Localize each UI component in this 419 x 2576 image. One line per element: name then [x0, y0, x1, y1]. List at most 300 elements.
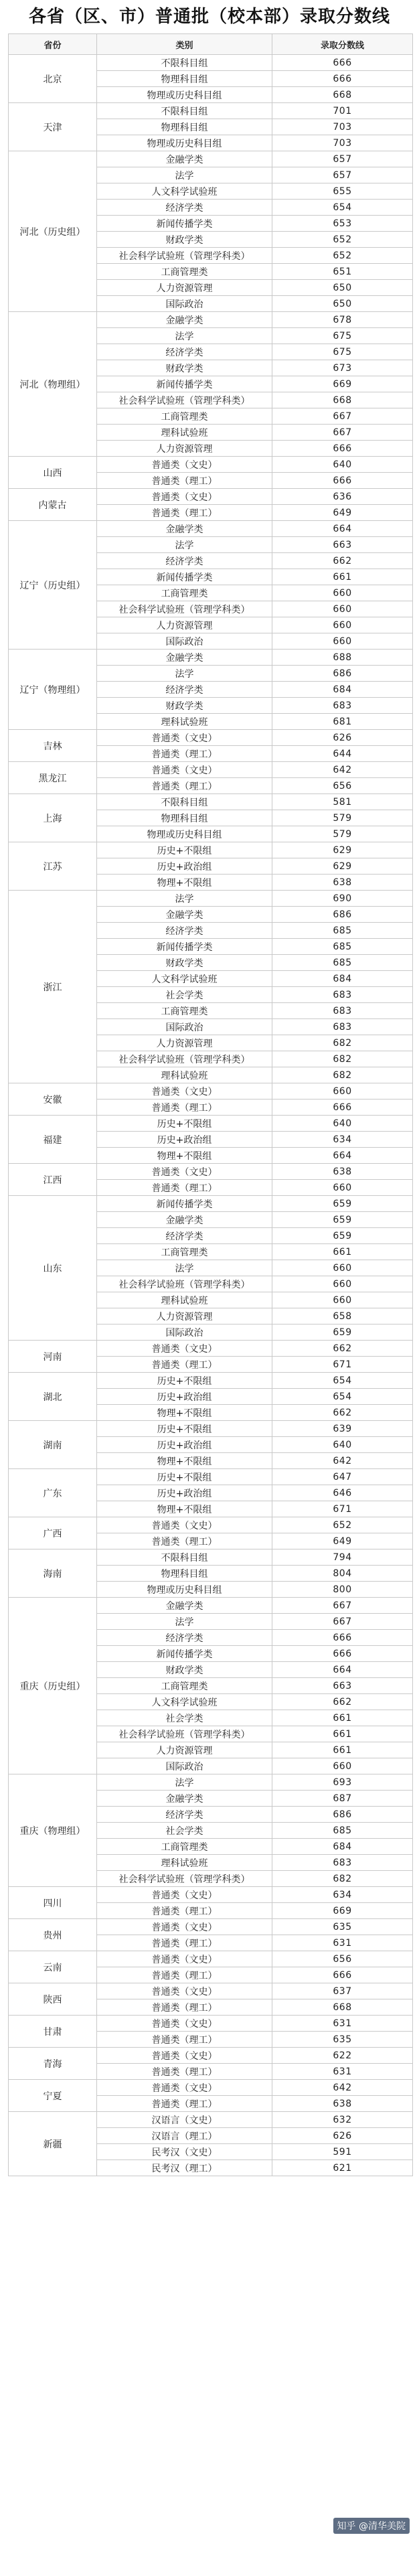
province-cell: 安徽	[9, 1083, 97, 1116]
category-cell: 普通类（理工）	[97, 746, 272, 762]
province-cell: 江西	[9, 1164, 97, 1196]
table-row	[9, 1116, 413, 1132]
score-cell: 703	[272, 119, 413, 135]
score-cell: 668	[272, 392, 413, 408]
score-cell: 671	[272, 1357, 413, 1373]
header-score: 录取分数线	[272, 34, 413, 55]
category-cell: 社会科学试验班（管理学科类）	[97, 1871, 272, 1887]
category-cell: 普通类（理工）	[97, 2096, 272, 2112]
score-cell: 668	[272, 87, 413, 103]
table-row	[9, 2048, 413, 2064]
category-cell: 社会学类	[97, 1710, 272, 1726]
province-cell: 重庆（历史组）	[9, 1598, 97, 1774]
category-cell: 经济学类	[97, 682, 272, 698]
table-row	[9, 1887, 413, 1903]
category-cell: 普通类（理工）	[97, 505, 272, 521]
score-cell: 688	[272, 650, 413, 666]
category-cell: 财政学类	[97, 955, 272, 971]
table-row	[9, 1469, 413, 1485]
score-cell: 663	[272, 1678, 413, 1694]
score-cell: 642	[272, 1453, 413, 1469]
province-cell: 河北（物理组）	[9, 312, 97, 457]
category-cell: 物理科目组	[97, 810, 272, 826]
score-cell: 666	[272, 1967, 413, 1983]
score-cell: 682	[272, 1067, 413, 1083]
table-body	[9, 55, 413, 2176]
category-cell: 普通类（理工）	[97, 1100, 272, 1116]
category-cell: 社会科学试验班（管理学科类）	[97, 1726, 272, 1742]
score-table	[8, 33, 413, 2176]
category-cell: 金融学类	[97, 650, 272, 666]
category-cell: 国际政治	[97, 633, 272, 650]
category-cell: 历史+政治组	[97, 1389, 272, 1405]
score-cell: 660	[272, 633, 413, 650]
category-cell: 工商管理类	[97, 585, 272, 601]
category-cell: 普通类（理工）	[97, 1967, 272, 1983]
score-cell: 659	[272, 1228, 413, 1244]
province-cell: 河北（历史组）	[9, 151, 97, 312]
province-cell: 江苏	[9, 842, 97, 891]
score-cell: 640	[272, 457, 413, 473]
score-cell: 684	[272, 682, 413, 698]
category-cell: 民考汉（理工）	[97, 2160, 272, 2176]
category-cell: 法学	[97, 328, 272, 344]
score-cell: 686	[272, 666, 413, 682]
score-cell: 681	[272, 714, 413, 730]
score-cell: 640	[272, 1437, 413, 1453]
score-cell: 649	[272, 505, 413, 521]
province-cell: 河南	[9, 1341, 97, 1373]
category-cell: 工商管理类	[97, 264, 272, 280]
category-cell: 社会科学试验班（管理学科类）	[97, 1276, 272, 1292]
category-cell: 理科试验班	[97, 1067, 272, 1083]
score-cell: 621	[272, 2160, 413, 2176]
table-row	[9, 1549, 413, 1566]
category-cell: 普通类（文史）	[97, 2048, 272, 2064]
score-cell: 635	[272, 2032, 413, 2048]
table-header-row	[9, 34, 413, 55]
category-cell: 普通类（文史）	[97, 457, 272, 473]
category-cell: 新闻传播学类	[97, 569, 272, 585]
table-row	[9, 1983, 413, 1999]
score-cell: 650	[272, 280, 413, 296]
category-cell: 物理科目组	[97, 119, 272, 135]
score-cell: 675	[272, 344, 413, 360]
score-cell: 666	[272, 441, 413, 457]
table-row	[9, 1341, 413, 1357]
province-cell: 内蒙古	[9, 489, 97, 521]
province-cell: 重庆（物理组）	[9, 1774, 97, 1887]
category-cell: 金融学类	[97, 1791, 272, 1807]
table-row	[9, 2080, 413, 2096]
category-cell: 财政学类	[97, 698, 272, 714]
category-cell: 社会科学试验班（管理学科类）	[97, 392, 272, 408]
score-cell: 666	[272, 1100, 413, 1116]
province-cell: 湖南	[9, 1421, 97, 1469]
category-cell: 人力资源管理	[97, 1035, 272, 1051]
category-cell: 历史+不限组	[97, 1469, 272, 1485]
category-cell: 经济学类	[97, 923, 272, 939]
category-cell: 物理或历史科目组	[97, 135, 272, 151]
table-row	[9, 1373, 413, 1389]
category-cell: 普通类（理工）	[97, 473, 272, 489]
table-row	[9, 457, 413, 473]
score-cell: 651	[272, 264, 413, 280]
table-row	[9, 1951, 413, 1967]
category-cell: 法学	[97, 666, 272, 682]
category-cell: 普通类（理工）	[97, 2032, 272, 2048]
score-cell: 683	[272, 1019, 413, 1035]
category-cell: 法学	[97, 167, 272, 183]
province-cell: 贵州	[9, 1919, 97, 1951]
score-cell: 654	[272, 200, 413, 216]
table-row	[9, 1164, 413, 1180]
score-cell: 684	[272, 971, 413, 987]
score-cell: 660	[272, 601, 413, 617]
score-cell: 682	[272, 1051, 413, 1067]
category-cell: 财政学类	[97, 232, 272, 248]
score-cell: 579	[272, 810, 413, 826]
score-cell: 635	[272, 1919, 413, 1935]
score-cell: 626	[272, 730, 413, 746]
score-cell: 690	[272, 891, 413, 907]
page-title: 各省（区、市）普通批（校本部）录取分数线	[28, 7, 390, 27]
category-cell: 法学	[97, 1614, 272, 1630]
category-cell: 人文科学试验班	[97, 971, 272, 987]
score-cell: 661	[272, 1742, 413, 1758]
header-category: 类别	[97, 34, 272, 55]
category-cell: 人力资源管理	[97, 1742, 272, 1758]
score-cell: 800	[272, 1582, 413, 1598]
category-cell: 金融学类	[97, 1598, 272, 1614]
score-cell: 629	[272, 842, 413, 858]
score-cell: 631	[272, 2064, 413, 2080]
category-cell: 物理或历史科目组	[97, 1582, 272, 1598]
score-cell: 664	[272, 1148, 413, 1164]
score-cell: 664	[272, 1662, 413, 1678]
score-cell: 685	[272, 923, 413, 939]
table-row	[9, 891, 413, 907]
category-cell: 物理科目组	[97, 1566, 272, 1582]
category-cell: 经济学类	[97, 344, 272, 360]
score-cell: 654	[272, 1373, 413, 1389]
category-cell: 普通类（理工）	[97, 778, 272, 794]
table-row	[9, 521, 413, 537]
category-cell: 社会科学试验班（管理学科类）	[97, 248, 272, 264]
category-cell: 国际政治	[97, 1019, 272, 1035]
category-cell: 金融学类	[97, 312, 272, 328]
category-cell: 汉语言（文史）	[97, 2112, 272, 2128]
category-cell: 普通类（理工）	[97, 1180, 272, 1196]
watermark: 知乎 @清华美院	[333, 2518, 410, 2534]
province-cell: 天津	[9, 103, 97, 151]
table-row	[9, 489, 413, 505]
province-cell: 湖北	[9, 1373, 97, 1421]
table-row	[9, 103, 413, 119]
category-cell: 人力资源管理	[97, 441, 272, 457]
category-cell: 普通类（文史）	[97, 1083, 272, 1100]
table-row	[9, 1774, 413, 1791]
province-cell: 云南	[9, 1951, 97, 1983]
category-cell: 普通类（文史）	[97, 1517, 272, 1533]
table-row	[9, 312, 413, 328]
score-cell: 657	[272, 167, 413, 183]
score-cell: 661	[272, 1244, 413, 1260]
category-cell: 金融学类	[97, 907, 272, 923]
score-cell: 678	[272, 312, 413, 328]
score-cell: 666	[272, 1646, 413, 1662]
table-row	[9, 730, 413, 746]
category-cell: 国际政治	[97, 296, 272, 312]
score-cell: 646	[272, 1485, 413, 1501]
table-row	[9, 762, 413, 778]
score-cell: 685	[272, 955, 413, 971]
score-cell: 658	[272, 1308, 413, 1324]
category-cell: 理科试验班	[97, 714, 272, 730]
score-cell: 668	[272, 1999, 413, 2016]
score-cell: 661	[272, 569, 413, 585]
category-cell: 历史+不限组	[97, 1373, 272, 1389]
score-cell: 652	[272, 1517, 413, 1533]
score-cell: 662	[272, 553, 413, 569]
score-cell: 654	[272, 1389, 413, 1405]
table-row	[9, 794, 413, 810]
score-cell: 629	[272, 858, 413, 875]
province-cell: 广东	[9, 1469, 97, 1517]
category-cell: 普通类（理工）	[97, 1935, 272, 1951]
category-cell: 经济学类	[97, 1807, 272, 1823]
score-cell: 662	[272, 1341, 413, 1357]
score-cell: 659	[272, 1324, 413, 1341]
category-cell: 普通类（理工）	[97, 1533, 272, 1549]
category-cell: 人力资源管理	[97, 617, 272, 633]
score-cell: 686	[272, 907, 413, 923]
score-cell: 640	[272, 1116, 413, 1132]
category-cell: 普通类（文史）	[97, 730, 272, 746]
score-cell: 675	[272, 328, 413, 344]
category-cell: 新闻传播学类	[97, 939, 272, 955]
table-row	[9, 1421, 413, 1437]
score-cell: 591	[272, 2144, 413, 2160]
category-cell: 物理+不限组	[97, 1405, 272, 1421]
category-cell: 物理科目组	[97, 71, 272, 87]
category-cell: 历史+不限组	[97, 1116, 272, 1132]
category-cell: 普通类（文史）	[97, 1919, 272, 1935]
category-cell: 经济学类	[97, 1630, 272, 1646]
score-cell: 663	[272, 537, 413, 553]
score-cell: 636	[272, 489, 413, 505]
category-cell: 历史+政治组	[97, 1437, 272, 1453]
score-cell: 666	[272, 473, 413, 489]
category-cell: 物理+不限组	[97, 1148, 272, 1164]
province-cell: 海南	[9, 1549, 97, 1598]
score-cell: 660	[272, 1180, 413, 1196]
category-cell: 金融学类	[97, 151, 272, 167]
table-row	[9, 1083, 413, 1100]
category-cell: 历史+不限组	[97, 842, 272, 858]
category-cell: 工商管理类	[97, 408, 272, 425]
province-cell: 吉林	[9, 730, 97, 762]
score-cell: 660	[272, 1758, 413, 1774]
score-cell: 650	[272, 296, 413, 312]
category-cell: 普通类（理工）	[97, 2064, 272, 2080]
score-cell: 666	[272, 1630, 413, 1646]
province-cell: 新疆	[9, 2112, 97, 2176]
category-cell: 普通类（理工）	[97, 1999, 272, 2016]
category-cell: 理科试验班	[97, 1292, 272, 1308]
category-cell: 物理或历史科目组	[97, 826, 272, 842]
category-cell: 财政学类	[97, 360, 272, 376]
category-cell: 普通类（文史）	[97, 762, 272, 778]
score-cell: 655	[272, 183, 413, 200]
table-row	[9, 2112, 413, 2128]
score-cell: 642	[272, 2080, 413, 2096]
score-cell: 687	[272, 1791, 413, 1807]
score-cell: 669	[272, 376, 413, 392]
category-cell: 经济学类	[97, 200, 272, 216]
province-cell: 陕西	[9, 1983, 97, 2016]
score-cell: 634	[272, 1132, 413, 1148]
category-cell: 法学	[97, 1774, 272, 1791]
category-cell: 新闻传播学类	[97, 1196, 272, 1212]
score-cell: 664	[272, 521, 413, 537]
category-cell: 社会科学试验班（管理学科类）	[97, 1051, 272, 1067]
province-cell: 山东	[9, 1196, 97, 1341]
category-cell: 社会科学试验班（管理学科类）	[97, 601, 272, 617]
score-cell: 683	[272, 987, 413, 1003]
score-cell: 660	[272, 1083, 413, 1100]
score-cell: 622	[272, 2048, 413, 2064]
table-row	[9, 55, 413, 71]
category-cell: 工商管理类	[97, 1839, 272, 1855]
score-cell: 659	[272, 1196, 413, 1212]
category-cell: 历史+政治组	[97, 858, 272, 875]
score-cell: 667	[272, 408, 413, 425]
score-cell: 660	[272, 617, 413, 633]
score-cell: 632	[272, 2112, 413, 2128]
province-cell: 青海	[9, 2048, 97, 2080]
score-cell: 653	[272, 216, 413, 232]
category-cell: 物理+不限组	[97, 1501, 272, 1517]
category-cell: 新闻传播学类	[97, 1646, 272, 1662]
category-cell: 不限科目组	[97, 55, 272, 71]
category-cell: 人文科学试验班	[97, 183, 272, 200]
category-cell: 人力资源管理	[97, 280, 272, 296]
score-cell: 579	[272, 826, 413, 842]
score-cell: 631	[272, 1935, 413, 1951]
category-cell: 人力资源管理	[97, 1308, 272, 1324]
score-cell: 662	[272, 1405, 413, 1421]
province-cell: 四川	[9, 1887, 97, 1919]
province-cell: 上海	[9, 794, 97, 842]
table-row	[9, 1517, 413, 1533]
score-cell: 701	[272, 103, 413, 119]
score-cell: 685	[272, 939, 413, 955]
score-cell: 637	[272, 1983, 413, 1999]
score-cell: 703	[272, 135, 413, 151]
score-cell: 671	[272, 1501, 413, 1517]
category-cell: 理科试验班	[97, 425, 272, 441]
province-cell: 山西	[9, 457, 97, 489]
score-cell: 693	[272, 1774, 413, 1791]
category-cell: 新闻传播学类	[97, 376, 272, 392]
category-cell: 经济学类	[97, 1228, 272, 1244]
score-cell: 684	[272, 1839, 413, 1855]
category-cell: 金融学类	[97, 1212, 272, 1228]
category-cell: 新闻传播学类	[97, 216, 272, 232]
score-cell: 804	[272, 1566, 413, 1582]
category-cell: 不限科目组	[97, 103, 272, 119]
province-cell: 宁夏	[9, 2080, 97, 2112]
category-cell: 物理或历史科目组	[97, 87, 272, 103]
category-cell: 普通类（文史）	[97, 1341, 272, 1357]
score-cell: 642	[272, 762, 413, 778]
table-row	[9, 1598, 413, 1614]
score-cell: 673	[272, 360, 413, 376]
table-row	[9, 1919, 413, 1935]
category-cell: 工商管理类	[97, 1678, 272, 1694]
score-cell: 639	[272, 1421, 413, 1437]
score-cell: 660	[272, 585, 413, 601]
category-cell: 普通类（文史）	[97, 2080, 272, 2096]
score-cell: 659	[272, 1212, 413, 1228]
score-cell: 647	[272, 1469, 413, 1485]
score-cell: 656	[272, 778, 413, 794]
category-cell: 法学	[97, 1260, 272, 1276]
table-row	[9, 1196, 413, 1212]
category-cell: 普通类（文史）	[97, 489, 272, 505]
category-cell: 历史+不限组	[97, 1421, 272, 1437]
category-cell: 财政学类	[97, 1662, 272, 1678]
score-cell: 683	[272, 698, 413, 714]
score-cell: 683	[272, 1003, 413, 1019]
category-cell: 普通类（文史）	[97, 1951, 272, 1967]
score-cell: 683	[272, 1855, 413, 1871]
province-cell: 辽宁（历史组）	[9, 521, 97, 650]
category-cell: 工商管理类	[97, 1244, 272, 1260]
category-cell: 民考汉（文史）	[97, 2144, 272, 2160]
category-cell: 历史+政治组	[97, 1485, 272, 1501]
score-cell: 660	[272, 1260, 413, 1276]
category-cell: 不限科目组	[97, 1549, 272, 1566]
category-cell: 不限科目组	[97, 794, 272, 810]
score-cell: 667	[272, 1598, 413, 1614]
category-cell: 理科试验班	[97, 1855, 272, 1871]
score-cell: 667	[272, 425, 413, 441]
category-cell: 普通类（文史）	[97, 1164, 272, 1180]
table-row	[9, 2016, 413, 2032]
score-cell: 669	[272, 1903, 413, 1919]
category-cell: 普通类（文史）	[97, 1983, 272, 1999]
province-cell: 甘肃	[9, 2016, 97, 2048]
score-cell: 581	[272, 794, 413, 810]
category-cell: 普通类（理工）	[97, 1357, 272, 1373]
score-cell: 666	[272, 71, 413, 87]
category-cell: 汉语言（理工）	[97, 2128, 272, 2144]
table-row	[9, 842, 413, 858]
score-cell: 634	[272, 1887, 413, 1903]
score-cell: 682	[272, 1035, 413, 1051]
header-province: 省份	[9, 34, 97, 55]
score-cell: 660	[272, 1292, 413, 1308]
province-cell: 广西	[9, 1517, 97, 1549]
category-cell: 人文科学试验班	[97, 1694, 272, 1710]
score-cell: 660	[272, 1276, 413, 1292]
score-cell: 667	[272, 1614, 413, 1630]
score-cell: 631	[272, 2016, 413, 2032]
score-cell: 638	[272, 2096, 413, 2112]
province-cell: 北京	[9, 55, 97, 103]
